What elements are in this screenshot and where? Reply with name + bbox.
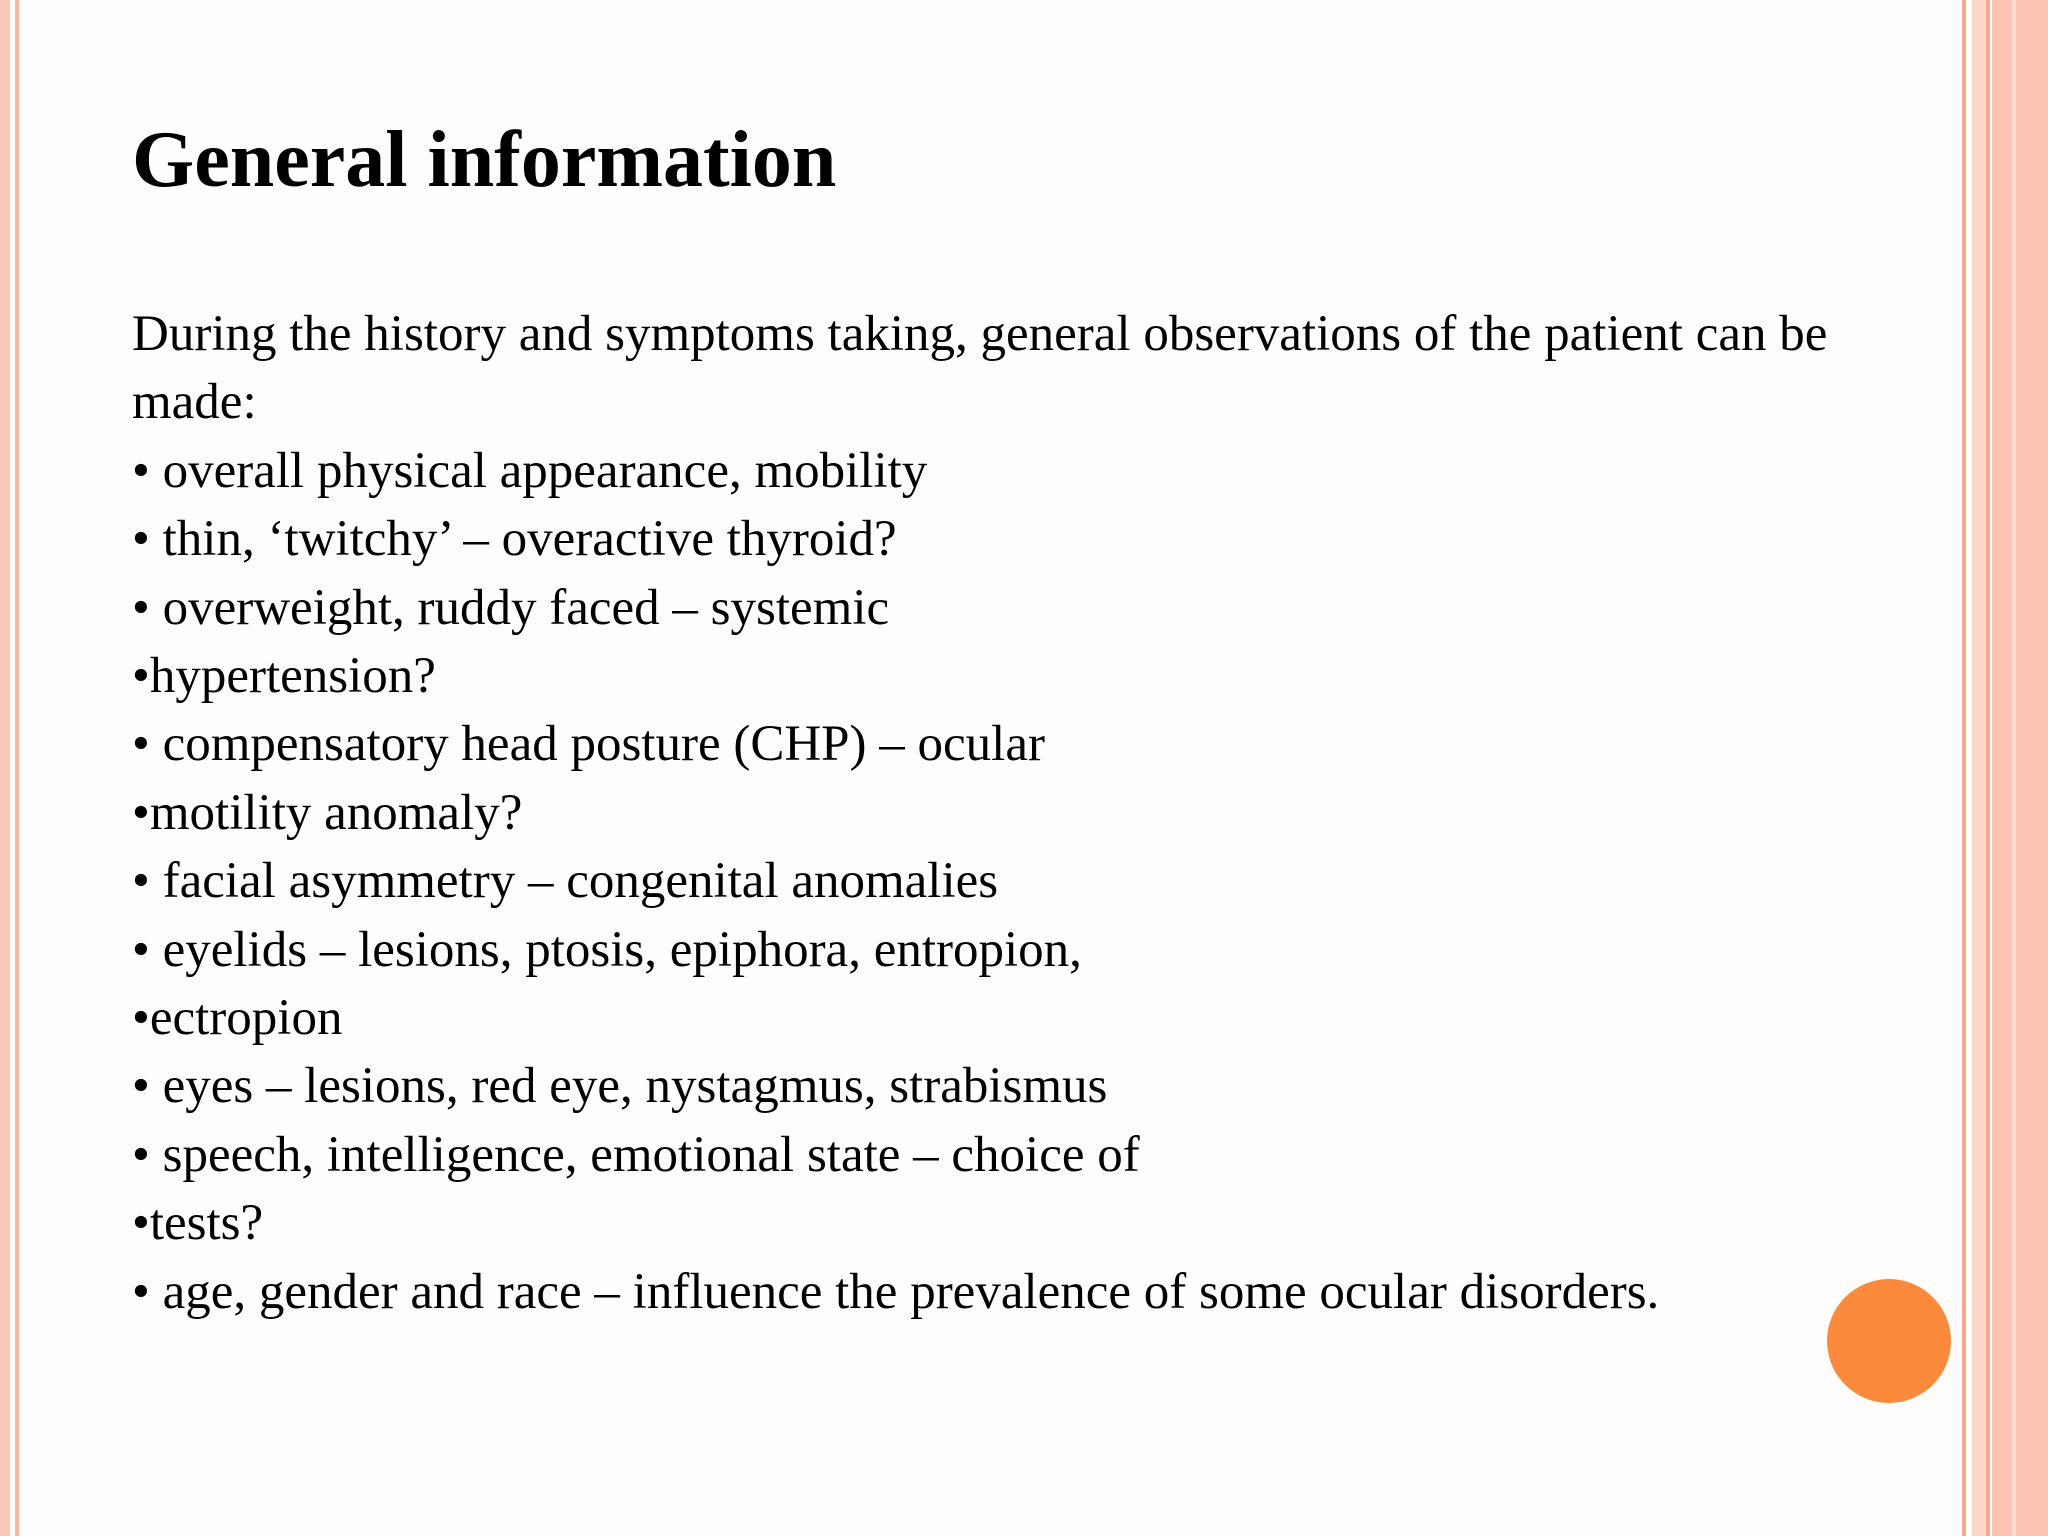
right-border-stripe [1972, 0, 1986, 1536]
bullet-line: •motility anomaly? [132, 784, 523, 841]
intro-paragraph: During the history and symptoms taking, general observations of the patient can be made: [132, 306, 1828, 431]
bullet-line: • speech, intelligence, emotional state – choice of [132, 1126, 1140, 1183]
bullet-line: • overall physical appearance, mobility [132, 442, 928, 499]
left-border-line [15, 0, 19, 1536]
bullet-line: • eyelids – lesions, ptosis, epiphora, entropion, [132, 921, 1082, 978]
bullet-line: • compensatory head posture (CHP) – ocular [132, 716, 1045, 773]
slide-title: General information [132, 116, 837, 204]
right-border-line [1962, 0, 1966, 1536]
bullet-line: • eyes – lesions, red eye, nystagmus, strabismus [132, 1058, 1108, 1115]
right-border-line [1986, 0, 1990, 1536]
right-border-line [2012, 0, 2016, 1536]
bullet-line: • thin, ‘twitchy’ – overactive thyroid? [132, 511, 897, 568]
bullet-line: • age, gender and race – influence the prevalence of some ocular disorders. [132, 1263, 1660, 1320]
bullet-line: •ectropion [132, 990, 343, 1047]
bullet-line: • overweight, ruddy faced – systemic [132, 579, 890, 636]
left-border-stripe [0, 0, 10, 1536]
right-border-band [1992, 0, 2048, 1536]
bullet-line: •tests? [132, 1195, 264, 1252]
bullet-line: • facial asymmetry – congenital anomalies [132, 853, 999, 910]
bullet-line: •hypertension? [132, 648, 436, 705]
slide-body [132, 300, 1952, 1326]
